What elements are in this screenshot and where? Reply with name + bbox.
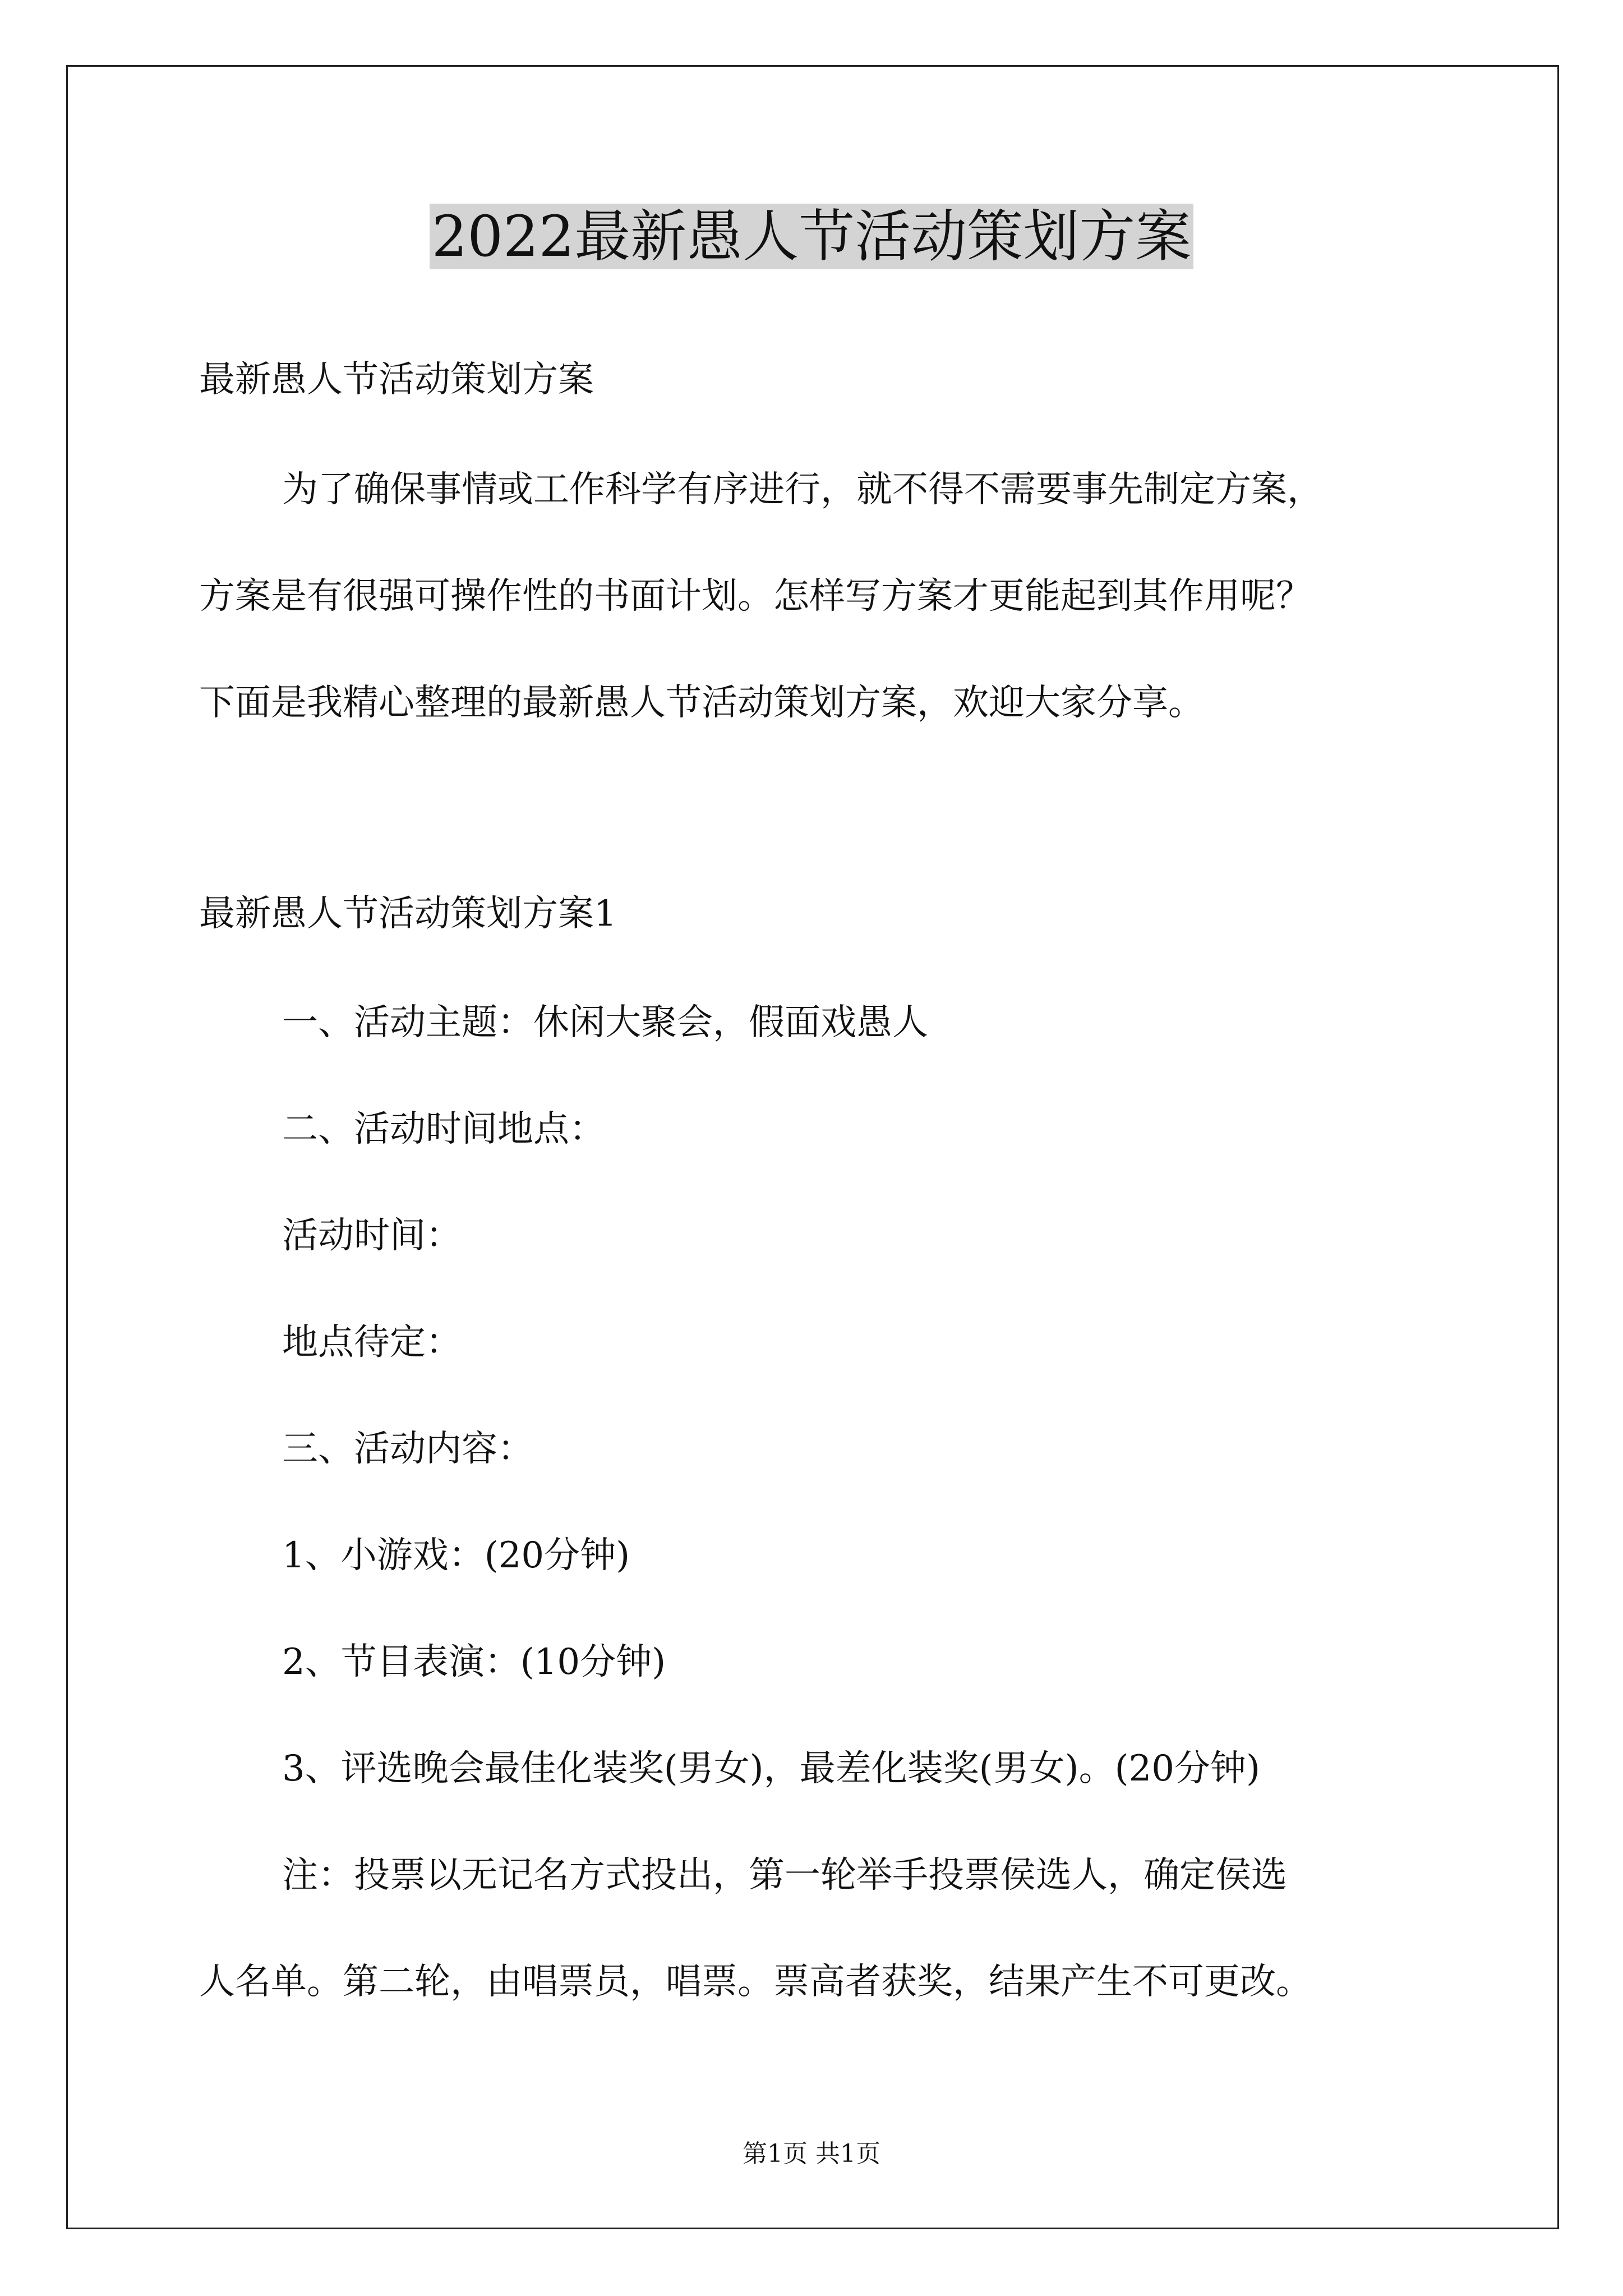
document-title bbox=[0, 197, 1623, 276]
document-title-text: 2022最新愚人节活动策划方案 bbox=[430, 204, 1194, 269]
page-footer: 第1页 共1页 bbox=[743, 2139, 880, 2168]
activity-theme: 一、活动主题：休闲大聚会，假面戏愚人 bbox=[282, 1002, 928, 1043]
activity-time: 活动时间： bbox=[282, 1215, 462, 1257]
document-subtitle: 最新愚人节活动策划方案 bbox=[199, 359, 594, 401]
note-line-1: 注：投票以无记名方式投出，第一轮举手投票侯选人，确定侯选 bbox=[282, 1855, 1287, 1896]
content-item-1: 1、小游戏：(20分钟) bbox=[282, 1535, 630, 1576]
intro-line-3: 下面是我精心整理的最新愚人节活动策划方案，欢迎大家分享。 bbox=[199, 682, 1204, 724]
intro-line-1: 为了确保事情或工作科学有序进行，就不得不需要事先制定方案， bbox=[282, 469, 1323, 510]
intro-line-2: 方案是有很强可操作性的书面计划。怎样写方案才更能起到其作用呢？ bbox=[199, 576, 1312, 617]
content-item-3: 3、评选晚会最佳化装奖(男女)，最差化装奖(男女)。(20分钟) bbox=[282, 1748, 1260, 1789]
activity-time-place: 二、活动时间地点： bbox=[282, 1108, 605, 1150]
section-heading: 最新愚人节活动策划方案1 bbox=[199, 893, 617, 935]
activity-content: 三、活动内容： bbox=[282, 1428, 533, 1470]
activity-place: 地点待定： bbox=[282, 1322, 462, 1363]
content-item-2: 2、节目表演：(10分钟) bbox=[282, 1641, 666, 1683]
note-line-2: 人名单。第二轮，由唱票员，唱票。票高者获奖，结果产生不可更改。 bbox=[199, 1961, 1312, 2003]
